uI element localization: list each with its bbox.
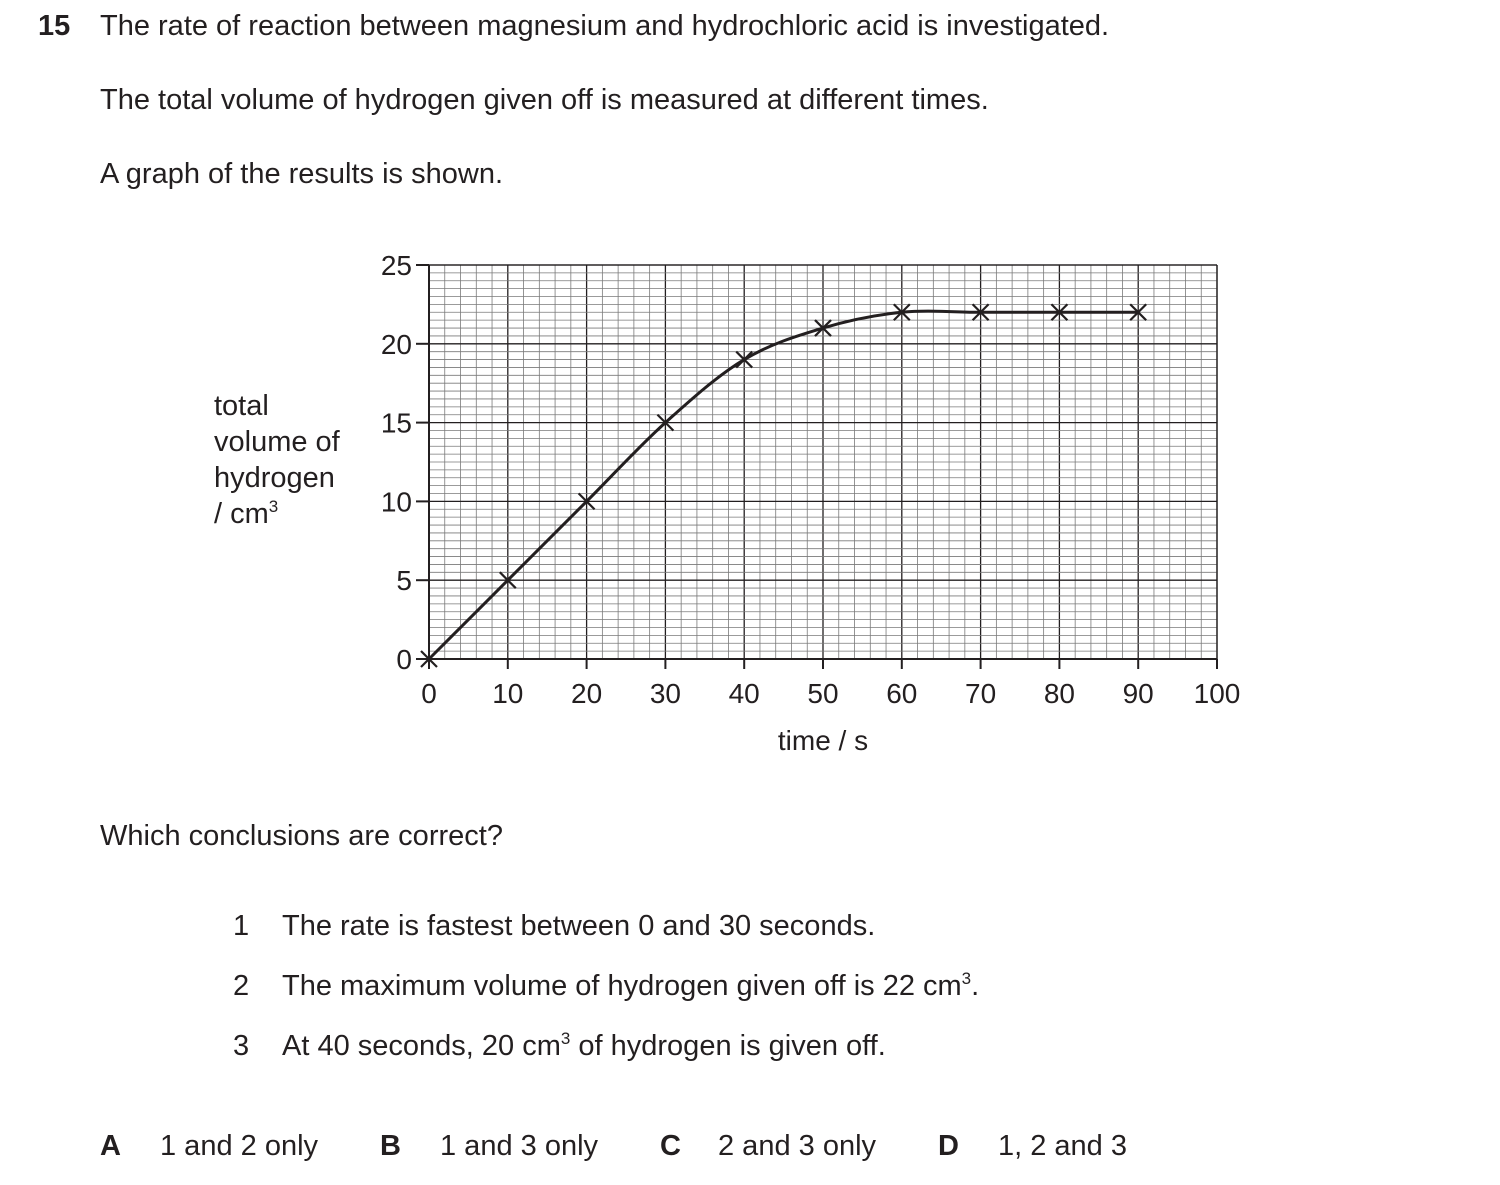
x-tick-label: 60 <box>886 678 918 709</box>
x-tick-label: 10 <box>492 678 524 709</box>
question-intro-3: A graph of the results is shown. <box>100 158 503 190</box>
x-tick-label: 50 <box>807 678 839 709</box>
y-axis-label-line: / cm <box>214 498 269 530</box>
y-tick-label: 20 <box>380 328 412 360</box>
y-axis-label-line: total <box>214 390 269 422</box>
x-tick-label: 80 <box>1043 678 1075 709</box>
y-axis-label-sup: 3 <box>268 497 279 516</box>
x-tick-label: 40 <box>728 678 760 709</box>
statement-1 <box>233 910 249 943</box>
y-axis-label-line: volume of <box>214 426 340 458</box>
option-d-letter[interactable]: D <box>938 1130 959 1162</box>
y-tick-label: 5 <box>396 565 412 597</box>
option-c-letter[interactable]: C <box>660 1130 681 1162</box>
question-prompt: Which conclusions are correct? <box>100 820 503 852</box>
statement-text-after: of hydrogen is given off. <box>570 1030 886 1062</box>
statement-sup: 3 <box>560 1029 571 1048</box>
statement-text-after: . <box>971 970 980 1002</box>
option-a-text[interactable]: 1 and 2 only <box>160 1130 319 1162</box>
statement-text-body: The rate is fastest between 0 and 30 seconds. <box>282 910 876 942</box>
option-a-letter[interactable]: A <box>100 1130 121 1162</box>
x-tick-label: 20 <box>571 678 603 709</box>
chart-tick-labels <box>381 250 1241 709</box>
statement-3 <box>233 1030 249 1063</box>
x-tick-label: 70 <box>965 678 997 709</box>
option-b-text[interactable]: 1 and 3 only <box>440 1130 599 1162</box>
y-tick-label: 25 <box>380 250 412 281</box>
chart-curve <box>429 311 1138 659</box>
statement-text <box>282 970 979 1003</box>
statement-sup: 3 <box>961 969 972 988</box>
question-intro-1: The rate of reaction between magnesium and hydrochloric acid is investigated. <box>100 10 1110 42</box>
y-tick-label: 0 <box>396 644 412 675</box>
statement-text <box>282 910 875 943</box>
statement-number: 1 <box>233 910 250 942</box>
statement-number: 3 <box>233 1030 250 1062</box>
x-tick-label: 30 <box>649 678 681 709</box>
option-c-text[interactable]: 2 and 3 only <box>718 1130 877 1162</box>
statement-text <box>282 1030 886 1063</box>
option-d-text[interactable]: 1, 2 and 3 <box>998 1130 1127 1162</box>
x-tick-label: 90 <box>1122 678 1154 709</box>
chart-axes <box>416 265 1217 669</box>
y-tick-label: 10 <box>380 486 412 518</box>
y-tick-label: 15 <box>380 407 412 439</box>
chart-grid <box>429 265 1217 659</box>
question-number: 15 <box>38 10 71 42</box>
x-tick-label: 100 <box>1193 678 1241 709</box>
data-curve <box>429 311 1138 659</box>
x-axis-label: time / s <box>777 725 869 756</box>
statement-number: 2 <box>233 970 250 1002</box>
question-intro-2: The total volume of hydrogen given off is measured at different times. <box>100 84 989 116</box>
option-b-letter[interactable]: B <box>380 1130 401 1162</box>
x-tick-label: 0 <box>421 678 437 709</box>
y-axis-label-line: hydrogen <box>214 462 335 494</box>
statement-2 <box>233 970 249 1003</box>
statement-text-body: At 40 seconds, 20 cm <box>282 1030 561 1062</box>
statement-text-body: The maximum volume of hydrogen given off is 22 cm <box>282 970 962 1002</box>
